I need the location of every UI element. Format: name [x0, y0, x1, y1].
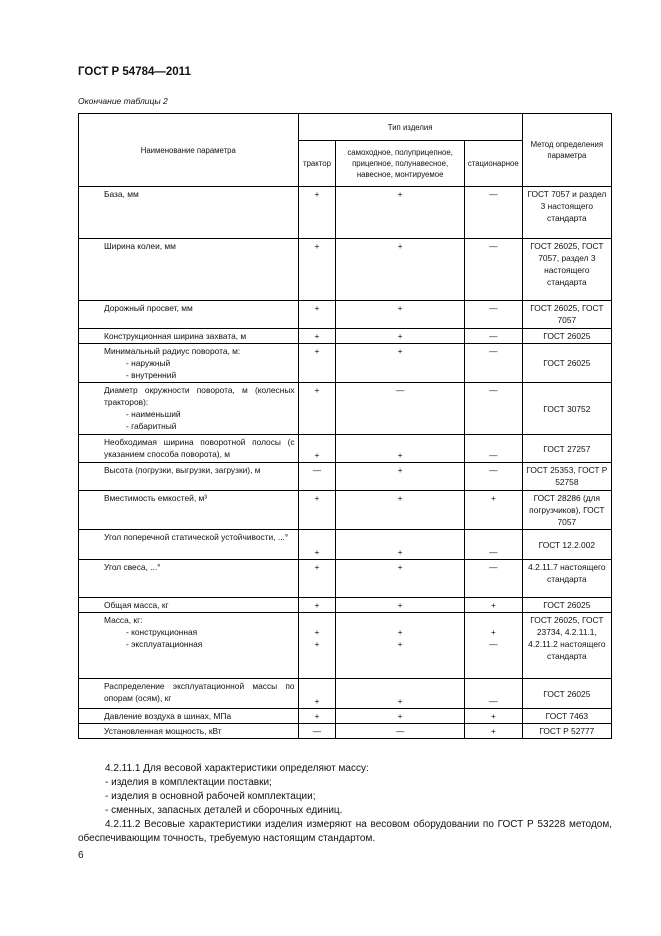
param-name-cell: [79, 679, 299, 709]
document-header: ГОСТ Р 54784—2011: [78, 66, 191, 78]
method-cell: ГОСТ 26025: [522, 344, 611, 383]
param-subitem: - наружный: [126, 358, 171, 368]
table-row: [79, 679, 612, 709]
self-cell: +: [336, 598, 464, 613]
method-cell: ГОСТ 26025, ГОСТ 7057: [522, 301, 611, 329]
method-cell: ГОСТ Р 52777: [522, 724, 611, 739]
method-cell: ГОСТ 26025, ГОСТ 23734, 4.2.11.1, 4.2.11.2 настоящего стандарта: [522, 613, 611, 679]
param-name: Общая масса, кг: [104, 600, 169, 610]
stat-cell: —: [464, 344, 522, 383]
tractor-cell: +: [298, 491, 336, 530]
self-cell: —: [336, 724, 464, 739]
param-name: Угол поперечной статической устойчивости, ...°: [104, 532, 289, 542]
stat-cell: +: [464, 709, 522, 724]
param-name-cell: [79, 598, 299, 613]
table-row: [79, 491, 612, 530]
param-subitem: - наименьший: [126, 409, 181, 419]
param-name: Масса, кг:: [104, 615, 143, 625]
tractor-cell: +: [298, 598, 336, 613]
self-cell: +: [336, 709, 464, 724]
list-item: - изделия в основной рабочей комплектации;: [105, 791, 316, 802]
stat-cell: —: [464, 435, 522, 463]
stat-cell: +: [464, 598, 522, 613]
tractor-cell: +: [298, 530, 336, 560]
stat-cell: —: [464, 530, 522, 560]
self-cell: +: [336, 301, 464, 329]
param-name-cell: [79, 301, 299, 329]
table-row: [79, 301, 612, 329]
stat-cell: —: [464, 329, 522, 344]
param-name-cell: [79, 383, 299, 435]
stat-cell: —: [464, 187, 522, 239]
paragraph: 4.2.11.2 Весовые характеристики изделия измеряют на весовом оборудовании по ГОСТ Р 53228 методом, обеспечивающим точность, требуемую настоящим стандартом.: [78, 819, 612, 844]
table-caption: Окончание таблицы 2: [78, 96, 168, 106]
method-cell: ГОСТ 26025: [522, 329, 611, 344]
table-row: [79, 344, 612, 383]
tractor-cell: +: [298, 709, 336, 724]
col-header-type: Тип изделия: [298, 114, 522, 141]
param-name-cell: [79, 239, 299, 301]
stat-cell: —: [464, 463, 522, 491]
self-cell: +: [336, 435, 464, 463]
param-subitem: - внутренний: [126, 370, 177, 380]
self-cell: +: [336, 679, 464, 709]
list-item: - изделия в комплектации поставки;: [105, 777, 272, 788]
col-header-name: Наименование параметра: [79, 114, 299, 187]
parameters-table: [78, 113, 612, 739]
method-cell: ГОСТ 26025, ГОСТ 7057, раздел 3 настоящего стандарта: [522, 239, 611, 301]
tractor-cell: + +: [298, 613, 336, 679]
tractor-cell: +: [298, 383, 336, 435]
page-number: 6: [78, 850, 84, 861]
param-name-cell: [79, 724, 299, 739]
stat-cell: —: [464, 560, 522, 598]
stat-cell: —: [464, 239, 522, 301]
stat-cell: —: [464, 301, 522, 329]
stat-cell: —: [464, 383, 522, 435]
table-row: [79, 598, 612, 613]
param-name: Необходимая ширина поворотной полосы (с указанием способа поворота), м: [104, 437, 295, 459]
tractor-cell: —: [298, 463, 336, 491]
self-cell: +: [336, 329, 464, 344]
col-header-method: Метод определения параметра: [522, 114, 611, 187]
method-cell: ГОСТ 26025: [522, 679, 611, 709]
param-name-cell: [79, 613, 299, 679]
tractor-cell: +: [298, 435, 336, 463]
body-text: [78, 762, 612, 846]
param-name: Вместимость емкостей, м³: [104, 493, 208, 503]
self-cell: +: [336, 491, 464, 530]
self-cell: + +: [336, 613, 464, 679]
method-cell: ГОСТ 7057 и раздел 3 настоящего стандарта: [522, 187, 611, 239]
param-name: Высота (погрузки, выгрузки, загрузки), м: [104, 465, 261, 475]
param-name-cell: [79, 463, 299, 491]
param-name-cell: [79, 187, 299, 239]
param-subitem: - габаритный: [126, 421, 177, 431]
table-row: [79, 329, 612, 344]
table-row: [79, 187, 612, 239]
param-subitem: - эксплуатационная: [126, 639, 203, 649]
method-cell: ГОСТ 30752: [522, 383, 611, 435]
tractor-cell: +: [298, 239, 336, 301]
table-row: [79, 560, 612, 598]
self-cell: —: [336, 383, 464, 435]
col-header-stat: стационарное: [464, 141, 522, 187]
tractor-cell: +: [298, 329, 336, 344]
param-name: Установленная мощность, кВт: [104, 726, 222, 736]
stat-cell: +: [464, 491, 522, 530]
method-cell: ГОСТ 26025: [522, 598, 611, 613]
self-cell: +: [336, 239, 464, 301]
tractor-cell: +: [298, 344, 336, 383]
stat-cell: + —: [464, 613, 522, 679]
col-header-self: самоходное, полуприцепное, прицепное, полунавесное, навесное, монтируемое: [336, 141, 464, 187]
method-cell: ГОСТ 7463: [522, 709, 611, 724]
param-name: Ширина колеи, мм: [104, 241, 176, 251]
param-name: Распределение эксплуатационной массы по опорам (осям), кг: [104, 681, 295, 703]
paragraph: 4.2.11.1 Для весовой характеристики определяют массу:: [105, 763, 369, 774]
self-cell: +: [336, 463, 464, 491]
self-cell: +: [336, 187, 464, 239]
table-row: [79, 239, 612, 301]
param-name: Угол свеса, ...°: [104, 562, 161, 572]
table-row: [79, 709, 612, 724]
param-name: Дорожный просвет, мм: [104, 303, 193, 313]
stat-cell: —: [464, 679, 522, 709]
tractor-cell: +: [298, 301, 336, 329]
method-cell: ГОСТ 27257: [522, 435, 611, 463]
self-cell: +: [336, 560, 464, 598]
method-cell: 4.2.11.7 настоящего стандарта: [522, 560, 611, 598]
method-cell: ГОСТ 25353, ГОСТ Р 52758: [522, 463, 611, 491]
tractor-cell: +: [298, 560, 336, 598]
param-name-cell: [79, 435, 299, 463]
stat-cell: +: [464, 724, 522, 739]
col-header-tractor: трактор: [298, 141, 336, 187]
param-subitem: - конструкционная: [126, 627, 198, 637]
param-name: Конструкционная ширина захвата, м: [104, 331, 247, 341]
table-row: [79, 463, 612, 491]
param-name-cell: [79, 329, 299, 344]
table-row: [79, 613, 612, 679]
table-row: [79, 435, 612, 463]
table-row: [79, 530, 612, 560]
param-name: Давление воздуха в шинах, МПа: [104, 711, 232, 721]
self-cell: +: [336, 344, 464, 383]
param-name-cell: [79, 344, 299, 383]
param-name-cell: [79, 709, 299, 724]
list-item: - сменных, запасных деталей и сборочных единиц.: [105, 805, 343, 816]
table-row: [79, 724, 612, 739]
param-name: База, мм: [104, 189, 139, 199]
self-cell: +: [336, 530, 464, 560]
tractor-cell: +: [298, 187, 336, 239]
param-name-cell: [79, 491, 299, 530]
param-name: Диаметр окружности поворота, м (колесных тракторов):: [104, 385, 295, 407]
tractor-cell: —: [298, 724, 336, 739]
tractor-cell: +: [298, 679, 336, 709]
param-name-cell: [79, 530, 299, 560]
param-name-cell: [79, 560, 299, 598]
param-name: Минимальный радиус поворота, м:: [104, 346, 241, 356]
method-cell: ГОСТ 12.2.002: [522, 530, 611, 560]
method-cell: ГОСТ 28286 (для погрузчиков), ГОСТ 7057: [522, 491, 611, 530]
table-row: [79, 383, 612, 435]
